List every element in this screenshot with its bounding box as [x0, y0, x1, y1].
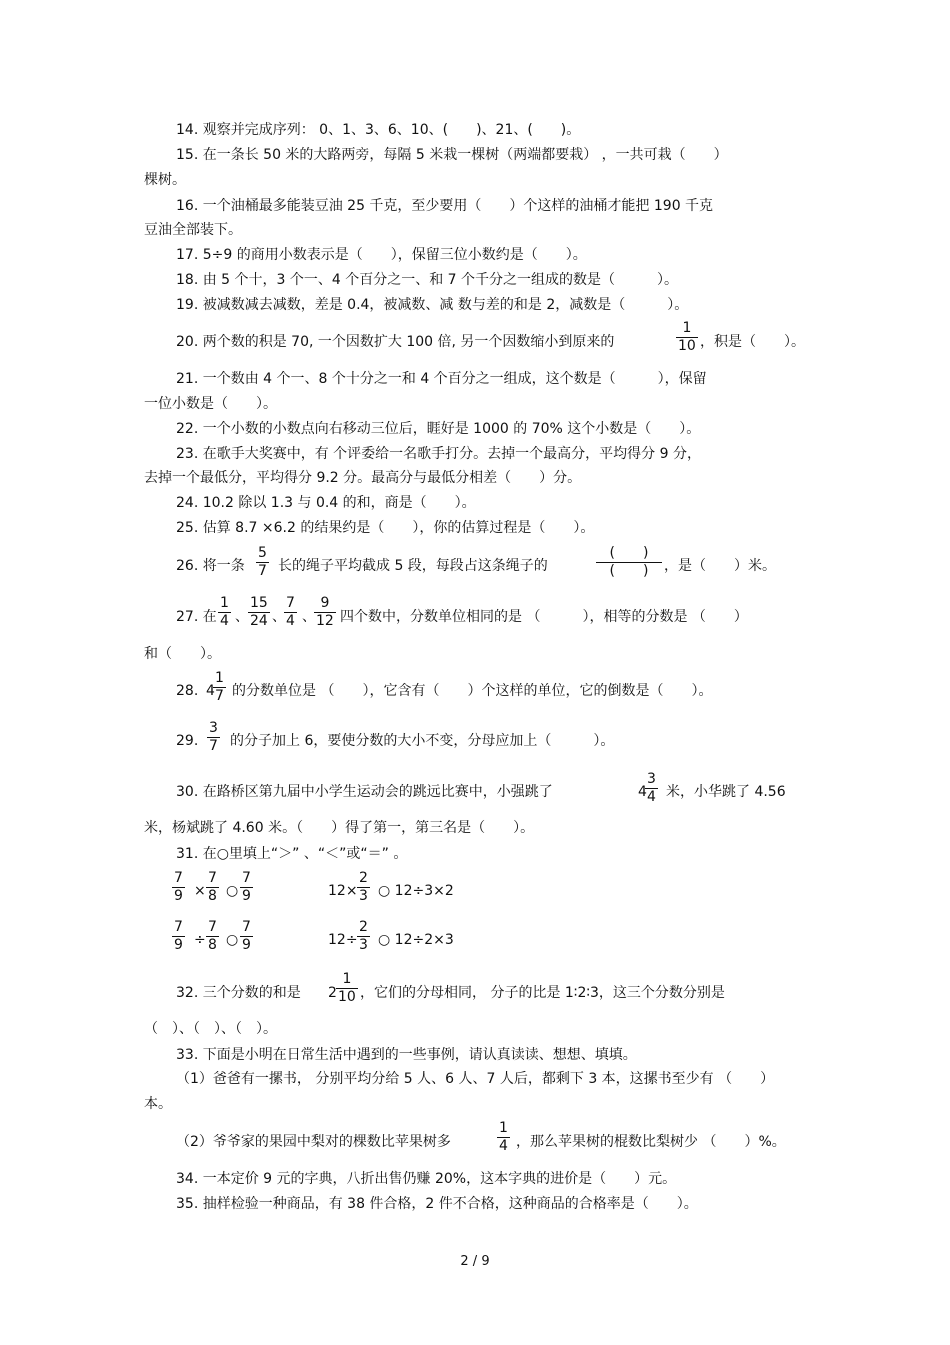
expression: 12÷ [328, 932, 358, 948]
operator: ÷ [194, 932, 206, 948]
question-29-tail: 的分子加上 6，要使分数的大小不变，分母应加上（ ）。 [230, 733, 615, 749]
compare-circle[interactable]: ○ [226, 932, 239, 948]
numerator: 1 [336, 971, 358, 989]
denominator: 7 [258, 563, 267, 579]
mixed-whole: 2 [328, 985, 337, 1001]
numerator: 7 [242, 870, 251, 886]
question-16: 16. 一个油桶最多能装豆油 25 千克，至少要用（ ）个这样的油桶才能把 190 千克 [176, 198, 714, 214]
denominator: 4 [220, 613, 229, 629]
question-23: 23. 在歌手大奖赛中，有 个评委给一名歌手打分。去掉一个最高分，平均得分 9 分， [176, 446, 701, 462]
numerator: 7 [208, 870, 217, 886]
question-18: 18. 由 5 个十，3 个一、4 个百分之一、和 7 个千分之一组成的数是（ ）。 [176, 272, 679, 288]
fraction-7-9 [240, 870, 253, 905]
question-24: 24. 10.2 除以 1.3 与 0.4 的和，商是（ ）。 [176, 495, 476, 511]
question-30-mid: 米，小华跳了 4.56 [666, 784, 786, 800]
question-30: 30. 在路桥区第九届中小学生运动会的跳远比赛中，小强跳了 [176, 784, 553, 800]
fraction-15-24 [248, 595, 270, 630]
question-28: 28. [176, 683, 199, 699]
question-32-mid: ，它们的分母相同， 分子的比是 1∶2∶3，这三个分数分别是 [360, 985, 725, 1001]
fraction-1-4 [218, 595, 231, 630]
question-33-part1-cont: 本。 [144, 1096, 172, 1112]
fraction-blank [596, 545, 662, 580]
expression: 12× [328, 883, 358, 899]
operator: × [194, 883, 206, 899]
question-26: 26. 将一条 [176, 558, 245, 574]
denominator: 9 [174, 937, 183, 953]
question-35: 35. 抽样检验一种商品，有 38 件合格，2 件不合格，这种商品的合格率是（ ）。 [176, 1196, 698, 1212]
question-30-cont: 米，杨斌跳了 4.60 米。（ ）得了第一，第三名是（ ）。 [144, 820, 535, 836]
fraction-9-12 [314, 595, 336, 630]
fraction-7-9 [172, 919, 185, 954]
denominator-blank[interactable]: ( ) [609, 563, 649, 579]
denominator: 9 [242, 937, 251, 953]
question-21: 21. 一个数由 4 个一、8 个十分之一和 4 个百分之一组成，这个数是（ ），保留 [176, 371, 707, 387]
separator: 、 [272, 609, 286, 625]
denominator: 9 [174, 888, 183, 904]
numerator: 9 [314, 595, 336, 613]
question-33: 33. 下面是小明在日常生活中遇到的一些事例，请认真读读、想想、填填。 [176, 1047, 637, 1063]
fraction-3-7 [207, 720, 220, 755]
question-23-cont: 去掉一个最低分，平均得分 9.2 分。最高分与最低分相差（ ）分。 [144, 470, 582, 486]
denominator: 24 [250, 613, 268, 629]
denominator: 3 [359, 937, 368, 953]
fraction-7-9 [240, 919, 253, 954]
question-27-cont: 和（ ）。 [144, 646, 221, 662]
fraction-1-4 [497, 1120, 510, 1155]
numerator: 15 [250, 595, 268, 611]
fraction-7-8 [206, 919, 219, 954]
question-22: 22. 一个小数的小数点向右移动三位后，睚好是 1000 的 70% 这个小数是（ ）。 [176, 421, 701, 437]
fraction-7-4 [284, 595, 297, 630]
page-number: 2 / 9 [460, 1254, 490, 1269]
question-15-cont: 棵树。 [144, 172, 186, 188]
numerator: 1 [220, 595, 229, 611]
numerator: 2 [359, 870, 368, 886]
numerator: 5 [258, 545, 267, 561]
expression-compare: ○ 12÷2×3 [378, 932, 454, 948]
numerator: 7 [242, 919, 251, 935]
question-21-cont: 一位小数是（ ）。 [144, 396, 277, 412]
denominator: 8 [208, 888, 217, 904]
question-27: 27. 在 [176, 609, 217, 625]
question-26-mid: 长的绳子平均截成 5 段，每段占这条绳子的 [278, 558, 548, 574]
fraction-2-3 [357, 919, 370, 954]
numerator: 3 [209, 720, 218, 736]
numerator: 7 [286, 595, 295, 611]
numerator: 3 [647, 771, 656, 787]
question-14: 14. 观察并完成序列： 0、1、3、6、10、( )、21、( )。 [176, 122, 581, 138]
expression-compare: ○ 12÷3×2 [378, 883, 454, 899]
numerator: 7 [208, 919, 217, 935]
fraction-1-10 [336, 971, 358, 1006]
question-32-cont: （ ）、（ ）、（ ）。 [144, 1021, 277, 1037]
question-32: 32. 三个分数的和是 [176, 985, 301, 1001]
question-33-part2: （2）爷爷家的果园中梨对的棵数比苹果树多 [176, 1134, 451, 1150]
numerator: 7 [174, 870, 183, 886]
fraction-7-8 [206, 870, 219, 905]
denominator: 12 [316, 613, 334, 629]
question-33-part1: （1）爸爸有一摞书， 分别平均分给 5 人、6 人、7 人后，都剩下 3 本，这摞书至少有 （ ） [176, 1071, 775, 1087]
question-20-tail: ，积是（ ）。 [700, 334, 805, 350]
question-26-tail: ，是（ ）米。 [664, 558, 776, 574]
denominator: 9 [242, 888, 251, 904]
fraction-1-10 [676, 320, 698, 355]
question-15: 15. 在一条长 50 米的大路两旁，每隔 5 米栽一棵树（两端都要栽） ，一共可栽（ ） [176, 147, 728, 163]
fraction-7-9 [172, 870, 185, 905]
question-16-cont: 豆油全部装下。 [144, 222, 242, 238]
denominator: 4 [647, 789, 656, 805]
question-19: 19. 被减数减去减数，差是 0.4，被减数、减 数与差的和是 2，减数是（ ）。 [176, 297, 689, 313]
denominator: 7 [215, 688, 224, 704]
compare-circle[interactable]: ○ [226, 883, 239, 899]
denominator: 10 [678, 338, 696, 354]
denominator: 4 [286, 613, 295, 629]
question-28-tail: 的分数单位是 （ ），它含有（ ）个这样的单位，它的倒数是（ ）。 [232, 683, 713, 699]
numerator: 1 [499, 1120, 508, 1136]
question-20: 20. 两个数的积是 70, 一个因数扩大 100 倍, 另一个因数缩小到原来的 [176, 334, 615, 350]
question-25: 25. 估算 8.7 ×6.2 的结果约是（ ），你的估算过程是（ ）。 [176, 520, 595, 536]
numerator: 7 [174, 919, 183, 935]
separator: 、 [302, 609, 316, 625]
denominator: 4 [499, 1138, 508, 1154]
numerator: 1 [676, 320, 698, 338]
mixed-whole: 4 [206, 683, 215, 699]
denominator: 8 [208, 937, 217, 953]
fraction-2-3 [357, 870, 370, 905]
fraction-1-7 [213, 670, 226, 705]
question-33-part2-tail: ，那么苹果树的棍数比梨树少 （ ）%。 [516, 1134, 786, 1150]
denominator: 7 [209, 738, 218, 754]
question-29: 29. [176, 733, 199, 749]
mixed-whole: 4 [638, 784, 647, 800]
question-31: 31. 在○里填上“＞” 、“＜”或“＝” 。 [176, 846, 408, 862]
numerator: 2 [359, 919, 368, 935]
fraction-5-7 [256, 545, 269, 580]
question-27-mid: 四个数中，分数单位相同的是 （ ），相等的分数是 （ ） [340, 609, 748, 625]
fraction-3-4 [645, 771, 658, 806]
separator: 、 [235, 609, 249, 625]
question-17: 17. 5÷9 的商用小数表示是（ ），保留三位小数约是（ ）。 [176, 247, 587, 263]
numerator: 1 [215, 670, 224, 686]
numerator-blank[interactable]: ( ) [596, 545, 662, 563]
denominator: 10 [338, 989, 356, 1005]
denominator: 3 [359, 888, 368, 904]
question-34: 34. 一本定价 9 元的字典，八折出售仍赚 20%，这本字典的进价是（ ）元。 [176, 1171, 677, 1187]
